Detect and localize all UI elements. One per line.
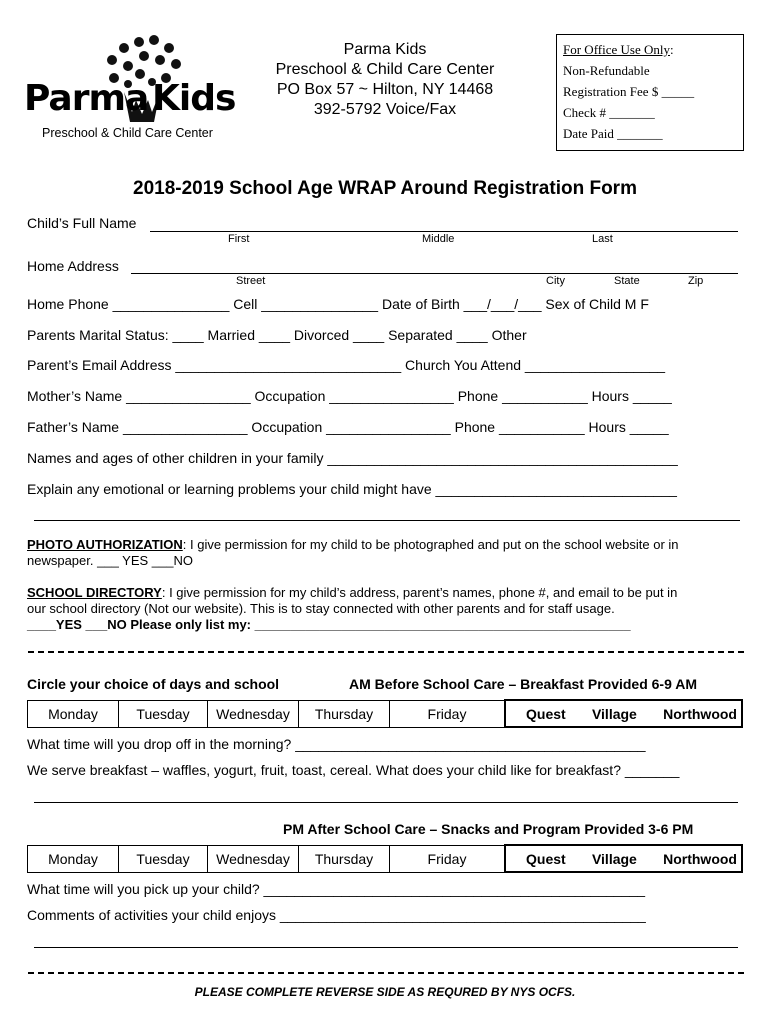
directory-text: : I give permission for my child’s address, parent’s names, phone #, and email to be put in	[161, 585, 678, 600]
photo-heading: PHOTO AUTHORIZATION	[27, 537, 183, 552]
emotional-extra-line[interactable]	[34, 520, 740, 521]
am-school-northwood[interactable]: Northwood	[663, 705, 737, 722]
am-school-village[interactable]: Village	[591, 705, 637, 722]
am-dropoff-question[interactable]: What time will you drop off in the morning? _____________________________________________	[27, 736, 646, 752]
office-colon: :	[670, 42, 674, 57]
school-directory	[27, 585, 747, 633]
am-breakfast-question[interactable]: We serve breakfast – waffles, yogurt, fruit, toast, cereal. What does your child like for breakfast? _______	[27, 762, 680, 778]
am-school-quest[interactable]: Quest	[526, 705, 566, 722]
pm-day-monday[interactable]: Monday	[28, 845, 119, 872]
pm-school-quest[interactable]: Quest	[526, 850, 566, 867]
photo-text: : I give permission for my child to be photographed and put on the school website or in	[182, 537, 679, 552]
photo-options[interactable]: newspaper. ___ YES ___NO	[27, 553, 193, 568]
header-line-3: PO Box 57 ~ Hilton, NY 14468	[276, 81, 494, 98]
am-day-tuesday[interactable]: Tuesday	[119, 700, 208, 727]
am-day-wednesday[interactable]: Wednesday	[208, 700, 299, 727]
am-day-friday[interactable]: Friday	[390, 700, 506, 727]
pm-school-village[interactable]: Village	[591, 850, 637, 867]
am-left-heading: Circle your choice of days and school	[27, 676, 280, 692]
office-title: For Office Use Only	[563, 42, 670, 57]
child-name-label: Child’s Full Name	[27, 215, 137, 231]
am-day-monday[interactable]: Monday	[28, 700, 119, 727]
marital-status-row[interactable]: Parents Marital Status: ____ Married ____ Divorced ____ Separated ____ Other	[27, 327, 527, 343]
logo	[24, 30, 236, 148]
pm-day-friday[interactable]: Friday	[390, 845, 506, 872]
home-address-field[interactable]	[131, 273, 738, 274]
first-caption: First	[228, 233, 250, 245]
pm-heading: PM After School Care – Snacks and Program Provided 3-6 PM	[283, 821, 694, 837]
am-day-thursday[interactable]: Thursday	[299, 700, 390, 727]
logo-brand-right: Kids	[152, 78, 236, 119]
header-line-1: Parma Kids	[343, 41, 427, 58]
email-row[interactable]: Parent’s Email Address _____________________________ Church You Attend __________________	[27, 357, 666, 373]
siblings-row[interactable]: Names and ages of other children in your family _____________________________________________	[27, 450, 678, 466]
breakfast-extra-line[interactable]	[34, 802, 738, 803]
pm-pickup-question[interactable]: What time will you pick up your child? _________________________________________________	[27, 881, 646, 897]
logo-brand-left: Parma	[24, 78, 149, 119]
dashed-divider-1	[28, 651, 744, 653]
state-caption: State	[614, 275, 640, 287]
header-address	[240, 40, 530, 120]
pm-day-thursday[interactable]: Thursday	[299, 845, 390, 872]
photo-authorization	[27, 537, 747, 569]
city-caption: City	[546, 275, 565, 287]
last-caption: Last	[592, 233, 613, 245]
am-schools-cell	[505, 700, 742, 727]
home-address-label: Home Address	[27, 258, 119, 274]
directory-heading: SCHOOL DIRECTORY	[27, 585, 162, 600]
comments-extra-line[interactable]	[34, 947, 738, 948]
zip-caption: Zip	[688, 275, 704, 287]
directory-options[interactable]: ____YES ___NO Please only list my: ____________________________________________________	[27, 617, 631, 632]
am-days-table	[27, 699, 743, 728]
logo-tagline: Preschool & Child Care Center	[42, 126, 213, 140]
pm-schools-cell	[505, 845, 742, 872]
middle-caption: Middle	[422, 233, 455, 245]
office-line-4: Date Paid _______	[563, 126, 663, 141]
pm-day-tuesday[interactable]: Tuesday	[119, 845, 208, 872]
child-name-field[interactable]	[150, 231, 738, 232]
office-line-2: Registration Fee $ _____	[563, 84, 695, 99]
form-title: 2018-2019 School Age WRAP Around Registration Form	[133, 178, 637, 199]
office-line-3: Check # _______	[563, 105, 655, 120]
header-line-2: Preschool & Child Care Center	[275, 61, 495, 78]
directory-text-2: our school directory (Not our website). This is to stay connected with other parents and for staff usage.	[27, 601, 615, 616]
header-line-4: 392-5792 Voice/Fax	[313, 101, 457, 118]
mother-row[interactable]: Mother’s Name ________________ Occupation ________________ Phone ___________ Hours _____	[27, 388, 672, 404]
pm-days-table	[27, 844, 743, 873]
child-name-row	[27, 215, 136, 231]
street-caption: Street	[236, 275, 266, 287]
footer-note: PLEASE COMPLETE REVERSE SIDE AS REQURED BY NYS OCFS.	[194, 985, 576, 999]
dashed-divider-2	[28, 972, 744, 974]
pm-school-northwood[interactable]: Northwood	[663, 850, 737, 867]
father-row[interactable]: Father’s Name ________________ Occupation ________________ Phone ___________ Hours _____	[27, 419, 669, 435]
pm-day-wednesday[interactable]: Wednesday	[208, 845, 299, 872]
home-phone-row[interactable]: Home Phone _______________ Cell _______________ Date of Birth ___/___/___ Sex of Child M F	[27, 296, 649, 312]
am-right-heading: AM Before School Care – Breakfast Provided 6-9 AM	[349, 676, 698, 692]
emotional-row[interactable]: Explain any emotional or learning problems your child might have _______________________________	[27, 481, 677, 497]
office-use-box	[556, 34, 744, 151]
pm-comments-question[interactable]: Comments of activities your child enjoys _______________________________________________	[27, 907, 646, 923]
office-line-1: Non-Refundable	[563, 63, 650, 78]
